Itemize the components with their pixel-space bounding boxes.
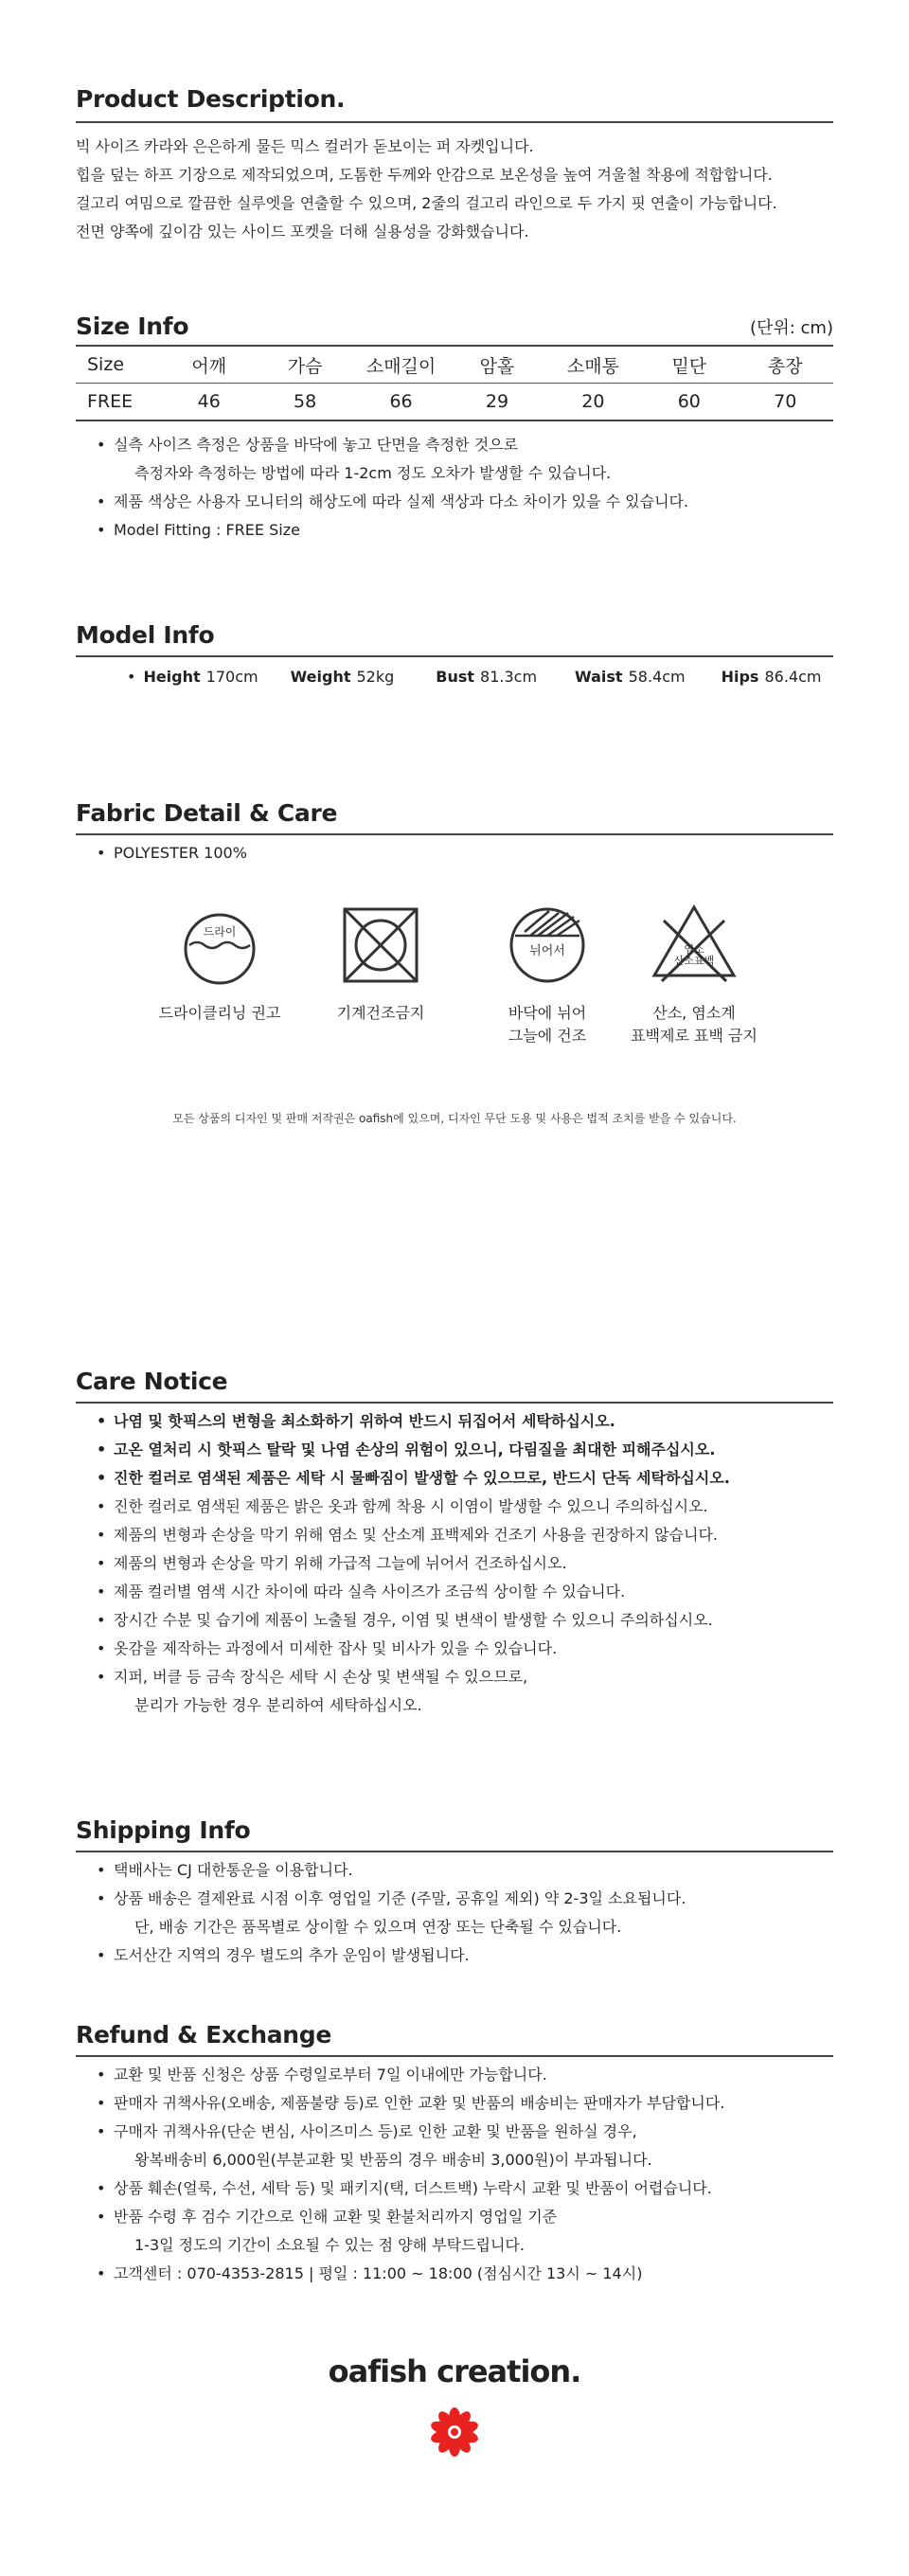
care-icon-no-machine-dry [295, 898, 466, 1025]
no-bleach-icon [609, 898, 779, 993]
care-item: 분리가 가능한 경우 분리하여 세탁하십시오. [134, 1696, 422, 1714]
flower-icon [428, 2406, 481, 2459]
size-note: 측정자와 측정하는 방법에 따라 1-2cm 정도 오차가 발생할 수 있습니다. [134, 464, 612, 482]
size-header-cell: 소매통 [545, 347, 641, 384]
model-bust: Bust 81.3cm [436, 668, 538, 686]
size-value-cell: 20 [545, 384, 641, 421]
model-info-section [76, 619, 833, 693]
refund-title: Refund & Exchange [76, 2021, 332, 2048]
copyright-notice: 모든 상품의 디자인 및 판매 저작권은 oafish에 있으며, 디자인 무단 도용 및 사용은 법적 조치를 받을 수 있습니다. [172, 1112, 737, 1125]
care-item: • 장시간 수분 및 습기에 제품이 노출될 경우, 이염 및 변색이 발생할 수 있으니 주의하십시오. [97, 1611, 713, 1629]
size-note: • Model Fitting : FREE Size [97, 521, 300, 539]
no-bleach-glyph: 산소표백 [673, 955, 715, 967]
care-notice-title: Care Notice [76, 1368, 228, 1395]
model-height: • Height 170cm [127, 668, 258, 686]
size-header-cell: 총장 [738, 347, 833, 384]
model-hips: Hips 86.4cm [721, 668, 822, 686]
fabric-composition-list [76, 839, 833, 868]
care-notice-list [76, 1407, 833, 1720]
section-divider [76, 121, 833, 123]
size-note: • 실측 사이즈 측정은 상품을 바닥에 놓고 단면을 측정한 것으로 [97, 436, 519, 454]
description-line: 걸고리 여밈으로 깔끔한 실루엣을 연출할 수 있으며, 2줄의 걸고리 라인으로 두 가지 핏 연출이 가능합니다. [76, 194, 777, 212]
no-tumble-dry-icon [295, 898, 466, 993]
care-icon-flat-dry [462, 898, 633, 1047]
size-header-cell: Size [76, 347, 161, 384]
section-divider [76, 655, 833, 657]
care-icon-label: 그늘에 건조 [508, 1027, 587, 1045]
size-header-cell: 밑단 [641, 347, 737, 384]
fabric-section [76, 797, 833, 868]
shipping-item: • 도서산간 지역의 경우 별도의 추가 운임이 발생됩니다. [97, 1946, 470, 1964]
size-note: • 제품 색상은 사용자 모니터의 해상도에 따라 실제 색상과 다소 차이가 있을 수 있습니다. [97, 492, 689, 510]
size-info-section [76, 311, 833, 545]
size-info-header [76, 311, 833, 343]
care-item: • 고온 열처리 시 핫픽스 탈락 및 나염 손상의 위험이 있으니, 다림질을 최대한 피해주십시오. [97, 1440, 716, 1458]
shipping-section [76, 1815, 833, 1970]
no-bleach-glyph: 염소 [684, 943, 704, 956]
fabric-title: Fabric Detail & Care [76, 799, 338, 827]
care-icon-label: 산소, 염소계 [652, 1004, 736, 1022]
care-item: • 진한 컬러로 염색된 제품은 밝은 옷과 함께 착용 시 이염이 발생할 수 있으니 주의하십시오. [97, 1497, 708, 1515]
refund-item: • 상품 훼손(얼룩, 수선, 세탁 등) 및 패키지(택, 더스트백) 누락시 교환 및 반품이 어렵습니다. [97, 2179, 712, 2197]
product-description-section [76, 83, 833, 246]
size-value-cell: 60 [641, 384, 737, 421]
refund-section [76, 2019, 833, 2288]
size-table-value-row [76, 384, 833, 421]
flower-core [451, 2428, 458, 2436]
fabric-composition: • POLYESTER 100% [97, 844, 247, 862]
size-value-cell: 29 [449, 384, 544, 421]
flat-dry-glyph: 뉘어서 [529, 944, 565, 958]
description-line: 빅 사이즈 카라와 은은하게 물든 믹스 컬러가 돋보이는 퍼 자켓입니다. [76, 137, 534, 155]
shipping-item: • 상품 배송은 결제완료 시점 이후 영업일 기준 (주말, 공휴일 제외) 약 2-3일 소요됩니다. [97, 1889, 686, 1907]
refund-item: • 반품 수령 후 검수 기간으로 인해 교환 및 환불처리까지 영업일 기준 [97, 2208, 558, 2226]
care-item: • 옷감을 제작하는 과정에서 미세한 잡사 및 비사가 있을 수 있습니다. [97, 1639, 558, 1657]
size-unit: (단위: cm) [749, 318, 833, 338]
size-table [76, 347, 833, 421]
size-value-cell: 70 [738, 384, 833, 421]
description-line: 힙을 덮는 하프 기장으로 제작되었으며, 도톰한 두께와 안감으로 보온성을 높여 겨울철 착용에 적합합니다. [76, 166, 773, 184]
care-icon-label: 드라이클리닝 권고 [158, 1004, 281, 1022]
brand-logo: oafish creation. [328, 2353, 581, 2389]
dry-clean-icon [134, 898, 305, 993]
refund-list [76, 2061, 833, 2288]
size-table-header-row [76, 347, 833, 384]
size-header-cell: 어깨 [161, 347, 257, 384]
product-description-title: Product Description. [76, 85, 346, 113]
care-icon-no-bleach [609, 898, 779, 1047]
section-divider [76, 2055, 833, 2057]
section-divider [76, 1851, 833, 1852]
refund-item: • 구매자 귀책사유(단순 변심, 사이즈미스 등)로 인한 교환 및 반품을 원하실 경우, [97, 2122, 637, 2140]
size-value-cell: FREE [76, 384, 161, 421]
size-header-cell: 소매길이 [353, 347, 449, 384]
care-icon-label: 바닥에 뉘어 [508, 1004, 587, 1022]
care-item: • 제품 컬러별 염색 시간 차이에 따라 실측 사이즈가 조금씩 상이할 수 있습니다. [97, 1583, 626, 1601]
care-icon-dry-clean [134, 898, 305, 1025]
care-item: • 제품의 변형과 손상을 막기 위해 염소 및 산소계 표백제와 건조기 사용을 권장하지 않습니다. [97, 1526, 718, 1544]
refund-item: 1-3일 정도의 기간이 소요될 수 있는 점 양해 부탁드립니다. [134, 2236, 525, 2254]
size-value-cell: 46 [161, 384, 257, 421]
refund-item: • 교환 및 반품 신청은 상품 수령일로부터 7일 이내에만 가능합니다. [97, 2066, 547, 2084]
shipping-item: • 택배사는 CJ 대한통운을 이용합니다. [97, 1861, 353, 1879]
refund-item: • 판매자 귀책사유(오배송, 제품불량 등)로 인한 교환 및 반품의 배송비는 판매자가 부담합니다. [97, 2094, 725, 2112]
shipping-list [76, 1856, 833, 1970]
section-divider [76, 833, 833, 835]
product-description-body [76, 133, 833, 246]
refund-item: 왕복배송비 6,000원(부분교환 및 반품의 경우 배송비 3,000원)이 부과됩니다. [134, 2151, 652, 2169]
size-header-cell: 가슴 [257, 347, 352, 384]
shipping-title: Shipping Info [76, 1816, 251, 1844]
model-measurements [76, 661, 833, 693]
care-item: • 지퍼, 버클 등 금속 장식은 세탁 시 손상 및 변색될 수 있으므로, [97, 1668, 528, 1686]
model-weight: Weight 52kg [290, 668, 395, 686]
size-header-cell: 암홀 [449, 347, 544, 384]
flat-dry-shade-icon [462, 898, 633, 993]
shipping-item: 단, 배송 기간은 품목별로 상이할 수 있으며 연장 또는 단축될 수 있습니다. [134, 1918, 622, 1936]
care-notice-section [76, 1366, 833, 1720]
description-line: 전면 양쪽에 깊이감 있는 사이드 포켓을 더해 실용성을 강화했습니다. [76, 223, 529, 241]
brand-flower [0, 2406, 909, 2462]
size-value-cell: 66 [353, 384, 449, 421]
care-icon-label: 표백제로 표백 금지 [631, 1027, 758, 1045]
size-notes [76, 431, 833, 545]
care-icon-label: 기계건조금지 [336, 1004, 425, 1022]
model-info-title: Model Info [76, 621, 215, 649]
model-waist: Waist 58.4cm [575, 668, 686, 686]
care-item: • 제품의 변형과 손상을 막기 위해 가급적 그늘에 뉘어서 건조하십시오. [97, 1554, 567, 1572]
refund-item: • 고객센터 : 070-4353-2815 | 평일 : 11:00 ~ 18:00 (점심시간 13시 ~ 14시) [97, 2264, 643, 2282]
care-item: • 나염 및 핫픽스의 변형을 최소화하기 위하여 반드시 뒤집어서 세탁하십시오. [97, 1412, 615, 1430]
dry-clean-glyph: 드라이 [203, 925, 237, 939]
care-item: • 진한 컬러로 염색된 제품은 세탁 시 물빠짐이 발생할 수 있으므로, 반드시 단독 세탁하십시오. [97, 1469, 730, 1487]
section-divider [76, 1402, 833, 1404]
size-info-title: Size Info [76, 313, 189, 340]
size-value-cell: 58 [257, 384, 352, 421]
